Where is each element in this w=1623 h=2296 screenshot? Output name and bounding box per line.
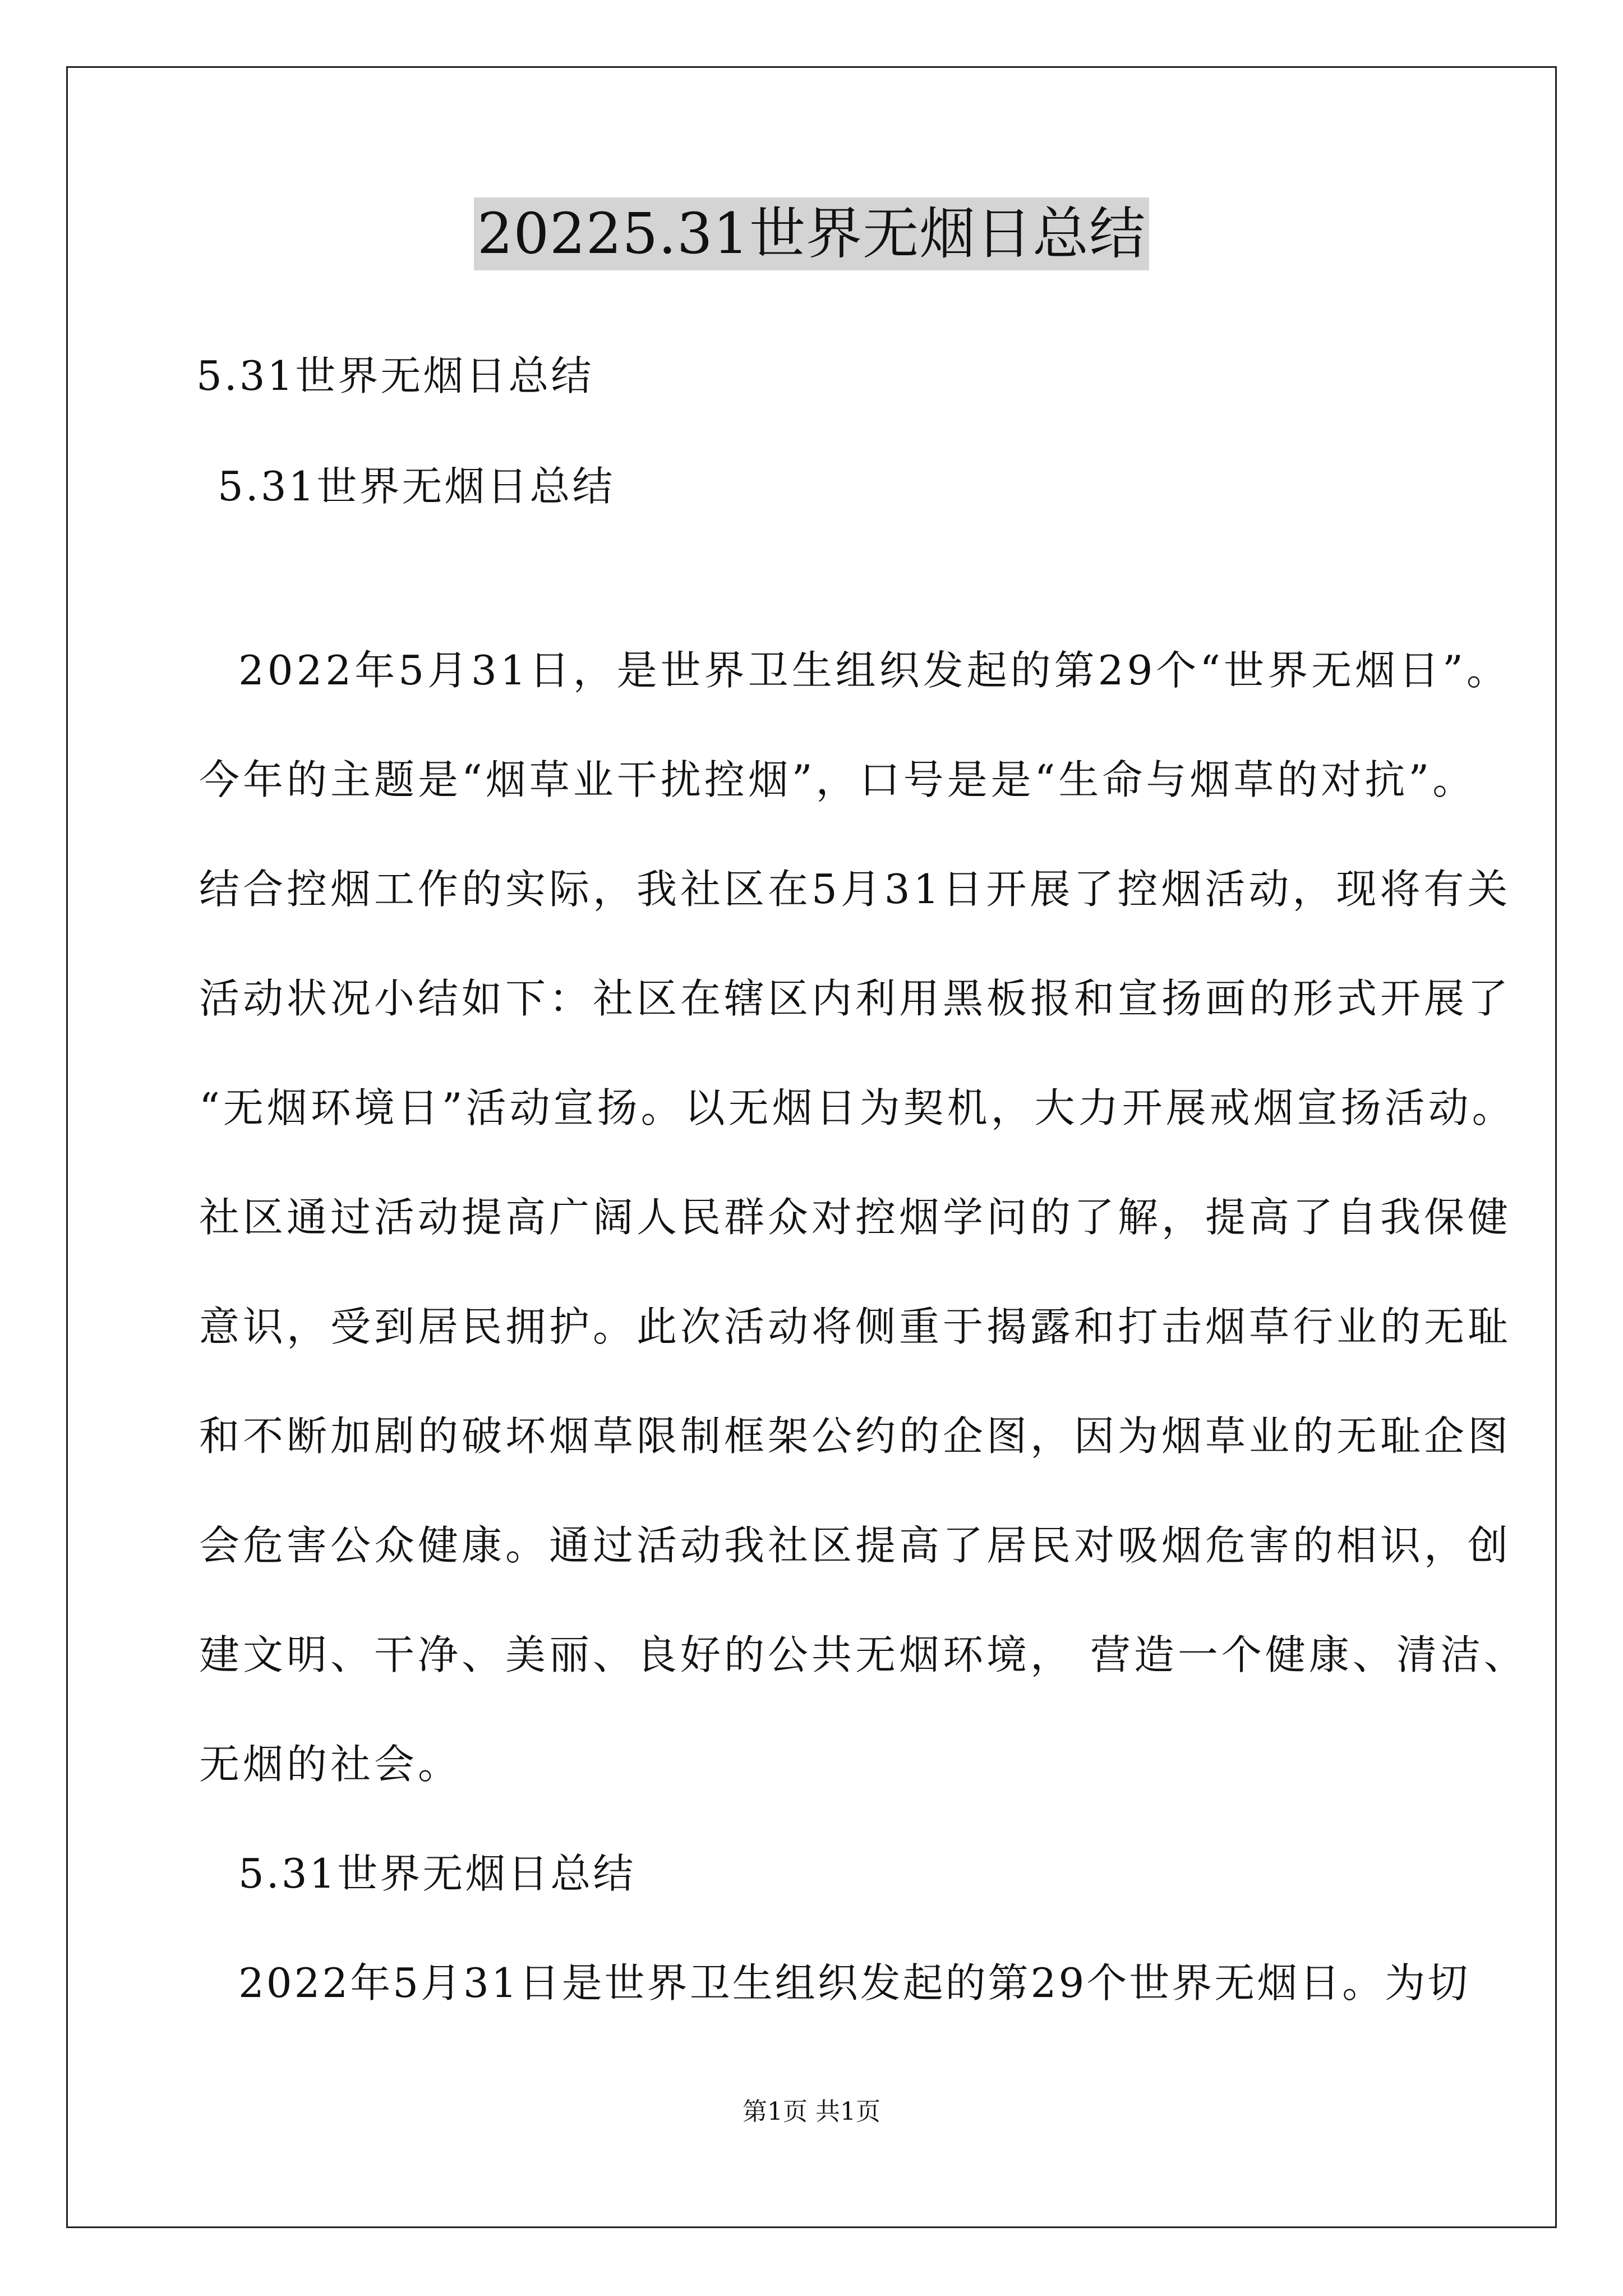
subtitle-3: 5.31世界无烟日总结 (238, 1850, 636, 1897)
paragraph-1 (199, 645, 1528, 1848)
paragraph-line: 今年的主题是“烟草业干扰控烟”，口号是是“生命与烟草的对抗”。 (199, 756, 1477, 803)
paragraph-line: 2022年5月31日，是世界卫生组织发起的第29个“世界无烟日”。 (238, 647, 1510, 694)
page-footer: 第1页 共1页 (743, 2097, 880, 2126)
document-title-text: 20225.31世界无烟日总结 (474, 197, 1149, 270)
paragraph-line: 活动状况小结如下：社区在辖区内利用黑板报和宣扬画的形式开展了 (199, 975, 1512, 1022)
paragraph-line: 建文明、干净、美丽、良好的公共无烟环境， 营造一个健康、清洁、 (199, 1631, 1528, 1678)
paragraph-line: “无烟环境日”活动宣扬。以无烟日为契机，大力开展戒烟宣扬活动。 (199, 1084, 1516, 1131)
paragraph-line: 结合控烟工作的实际，我社区在5月31日开展了控烟活动，现将有关 (199, 866, 1511, 913)
paragraph-2-line: 2022年5月31日是世界卫生组织发起的第29个世界无烟日。为切 (238, 1959, 1470, 2007)
subtitle-1: 5.31世界无烟日总结 (196, 352, 594, 399)
subtitle-2: 5.31世界无烟日总结 (218, 463, 615, 510)
paragraph-line: 和不断加剧的破坏烟草限制框架公约的企图，因为烟草业的无耻企图 (199, 1412, 1512, 1460)
paragraph-line: 无烟的社会。 (199, 1741, 462, 1788)
document-title (0, 197, 1623, 270)
paragraph-line: 意识，受到居民拥护。此次活动将侧重于揭露和打击烟草行业的无耻 (199, 1303, 1512, 1350)
paragraph-line: 社区通过活动提高广阔人民群众对控烟学问的了解，提高了自我保健 (199, 1194, 1512, 1241)
paragraph-line: 会危害公众健康。通过活动我社区提高了居民对吸烟危害的相识，创 (199, 1522, 1512, 1569)
